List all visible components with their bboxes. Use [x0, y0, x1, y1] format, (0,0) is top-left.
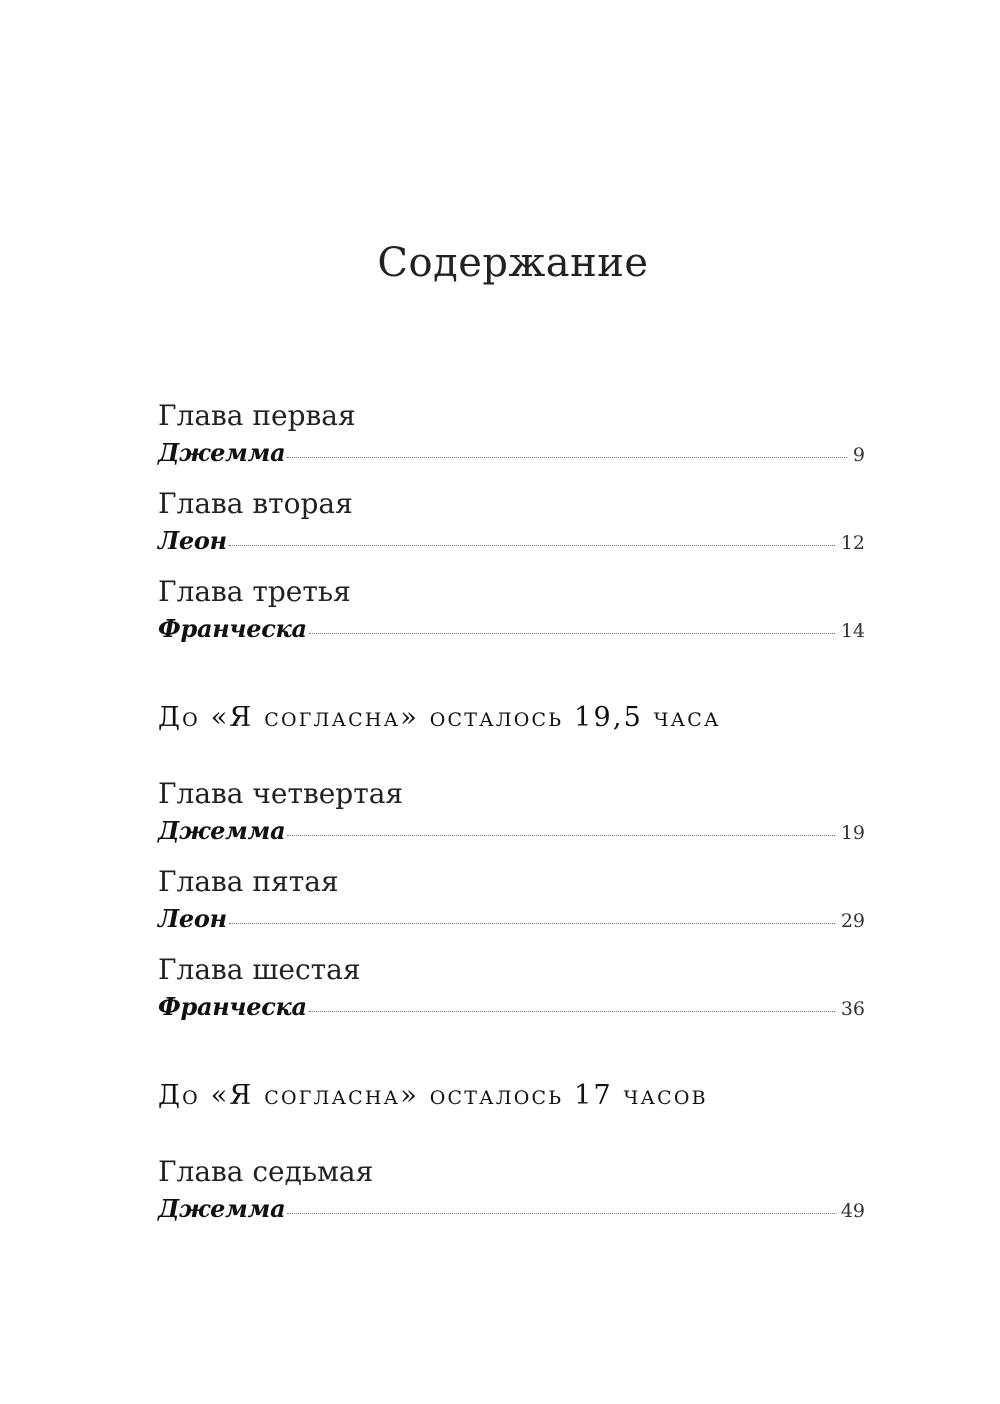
- narrator-name: Джемма: [158, 816, 286, 845]
- toc-entry: [158, 484, 865, 572]
- toc-entry: [158, 396, 865, 484]
- table-of-contents: [158, 396, 865, 1240]
- page-number: 49: [840, 1200, 865, 1222]
- narrator-name: Леон: [158, 526, 227, 555]
- toc-line: [158, 614, 865, 660]
- narrator-name: Леон: [158, 904, 227, 933]
- part-heading: До «Я согласна» осталось 19,5 часа: [158, 702, 721, 733]
- narrator-name: Джемма: [158, 438, 286, 467]
- dot-leader: [229, 545, 835, 546]
- dot-leader: [309, 633, 835, 634]
- narrator-name: Франческа: [158, 614, 307, 643]
- chapter-label: Глава первая: [158, 399, 356, 432]
- toc-line: [158, 992, 865, 1038]
- page-number: 14: [840, 620, 865, 642]
- toc-line: [158, 438, 865, 484]
- dot-leader: [309, 1011, 835, 1012]
- toc-line: [158, 1194, 865, 1240]
- page-number: 12: [840, 532, 865, 554]
- dot-leader: [287, 1213, 834, 1214]
- toc-entry: [158, 1152, 865, 1240]
- dot-leader: [229, 923, 835, 924]
- toc-line: [158, 816, 865, 862]
- chapter-label: Глава третья: [158, 575, 351, 608]
- chapter-label: Глава четвертая: [158, 777, 404, 810]
- page-number: 29: [840, 910, 865, 932]
- page-title: Содержание: [377, 240, 649, 286]
- toc-entry: [158, 862, 865, 950]
- narrator-name: Франческа: [158, 992, 307, 1021]
- chapter-label: Глава седьмая: [158, 1155, 374, 1188]
- part-heading: До «Я согласна» осталось 17 часов: [158, 1080, 708, 1111]
- page-number: 9: [852, 444, 865, 466]
- chapter-label: Глава вторая: [158, 487, 353, 520]
- toc-entry: [158, 572, 865, 660]
- toc-line: [158, 526, 865, 572]
- toc-entry: [158, 950, 865, 1038]
- chapter-label: Глава шестая: [158, 953, 361, 986]
- toc-entry: [158, 774, 865, 862]
- chapter-label: Глава пятая: [158, 865, 339, 898]
- page-number: 36: [840, 998, 865, 1020]
- dot-leader: [287, 457, 847, 458]
- narrator-name: Джемма: [158, 1194, 286, 1223]
- page-number: 19: [840, 822, 865, 844]
- dot-leader: [287, 835, 834, 836]
- toc-line: [158, 904, 865, 950]
